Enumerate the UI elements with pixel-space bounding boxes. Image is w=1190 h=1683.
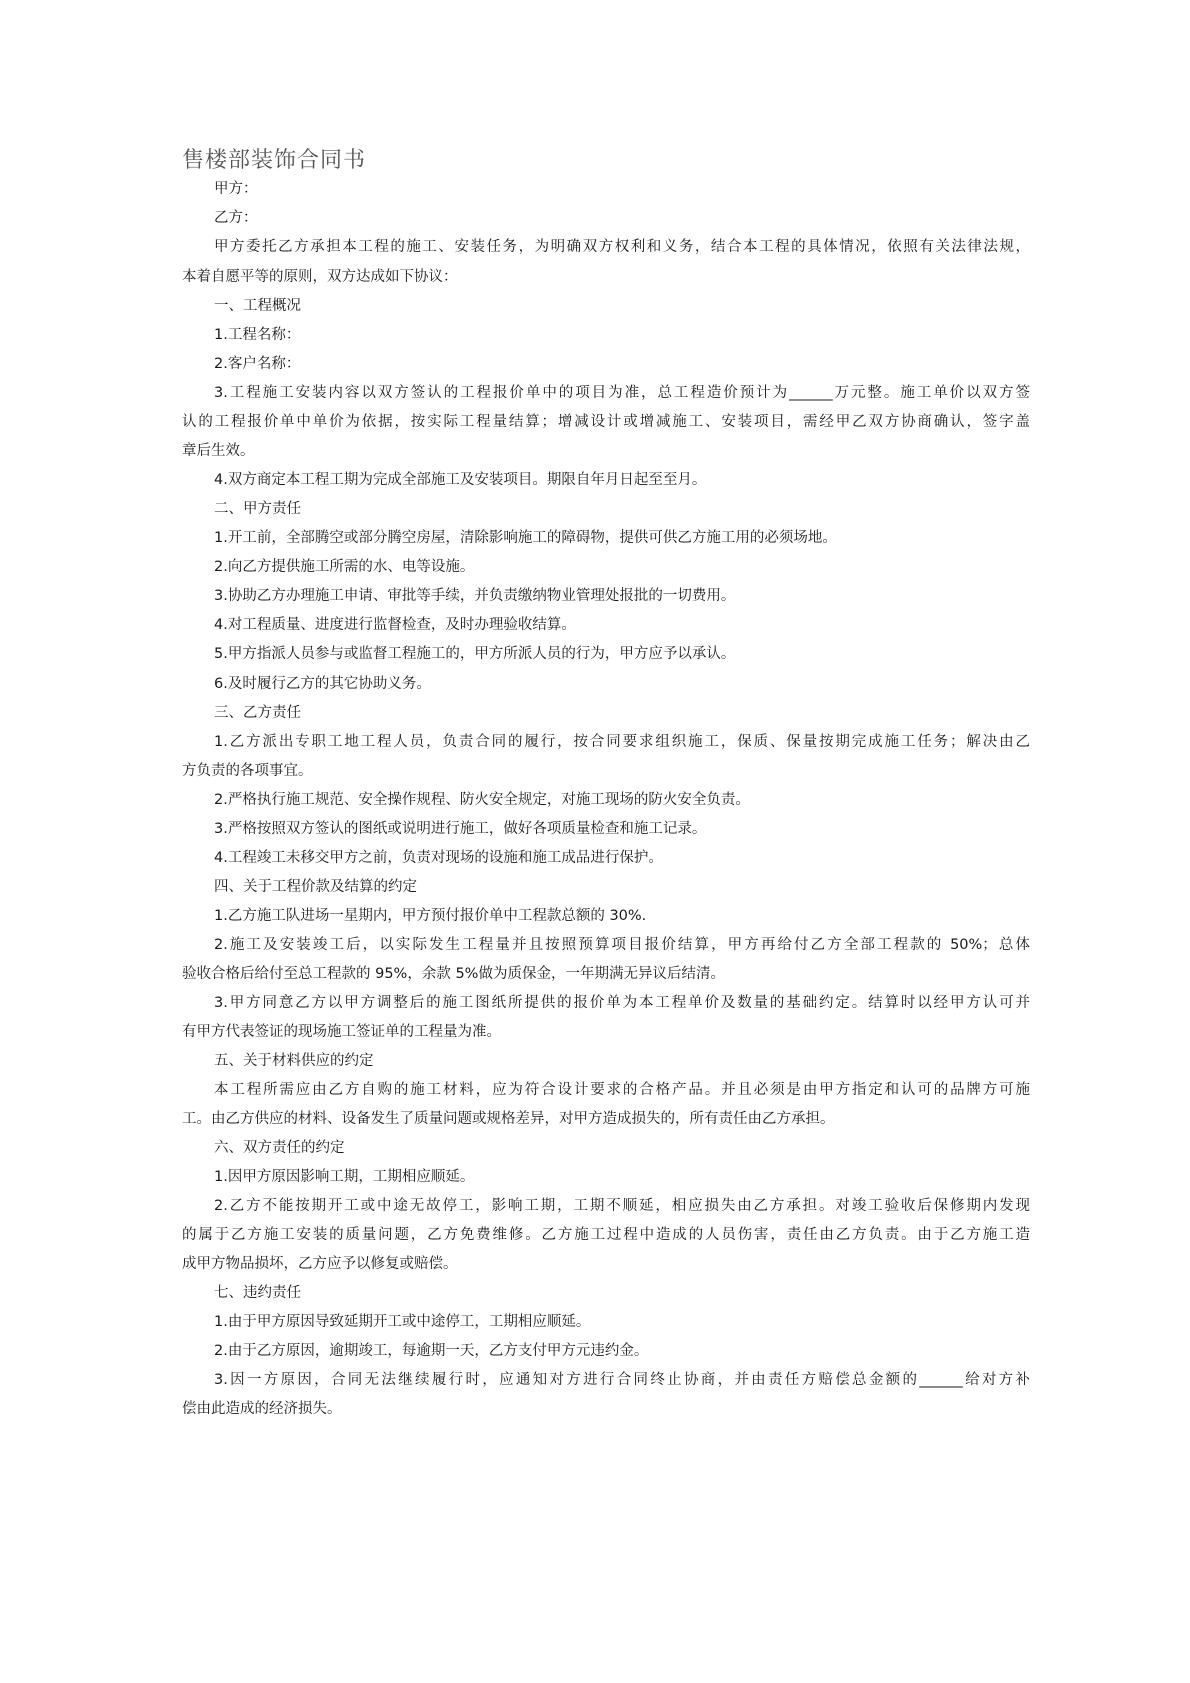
document-line: 七、违约责任 xyxy=(214,1285,301,1301)
document-line: 偿由此造成的经济损失。 xyxy=(182,1401,342,1417)
document-line: 3.甲方同意乙方以甲方调整后的施工图纸所提供的报价单为本工程单价及数量的基础约定。结算时以经甲方认可并 xyxy=(214,995,1030,1011)
document-line: 1.因甲方原因影响工期，工期相应顺延。 xyxy=(214,1169,475,1185)
document-line: 4.工程竣工未移交甲方之前，负责对现场的设施和施工成品进行保护。 xyxy=(214,850,663,866)
document-line: 甲方： xyxy=(214,181,258,197)
document-line: 工。由乙方供应的材料、设备发生了质量问题或规格差异，对甲方造成损失的，所有责任由乙方承担。 xyxy=(182,1111,835,1127)
document-line: 2.施工及安装竣工后，以实际发生工程量并且按照预算项目报价结算，甲方再给付乙方全部工程款的 50%；总体 xyxy=(214,937,1030,953)
document-line: 验收合格后给付至总工程款的 95%，余款 5%做为质保金，一年期满无异议后结清。 xyxy=(182,966,725,982)
document-line: 有甲方代表签证的现场施工签证单的工程量为准。 xyxy=(182,1024,501,1040)
document-line: 1.由于甲方原因导致延期开工或中途停工，工期相应顺延。 xyxy=(214,1314,591,1330)
document-line: 3.工程施工安装内容以双方签认的工程报价单中的项目为准，总工程造价预计为______万元整。施工单价以双方签 xyxy=(214,385,1030,401)
document-line: 认的工程报价单中单价为依据，按实际工程量结算；增减设计或增减施工、安装项目，需经甲乙双方协商确认，签字盖 xyxy=(182,414,1030,430)
document-line: 本工程所需应由乙方自购的施工材料，应为符合设计要求的合格产品。并且必须是由甲方指定和认可的品牌方可施 xyxy=(214,1082,1030,1098)
document-line: 2.客户名称： xyxy=(214,356,301,372)
document-line: 本着自愿平等的原则，双方达成如下协议： xyxy=(182,269,458,285)
document-line: 四、关于工程价款及结算的约定 xyxy=(214,879,417,895)
document-line: 二、甲方责任 xyxy=(214,501,301,517)
document-line: 4.双方商定本工程工期为完成全部施工及安装项目。期限自年月日起至至月。 xyxy=(214,472,707,488)
document-line: 3.严格按照双方签认的图纸或说明进行施工，做好各项质量检查和施工记录。 xyxy=(214,821,707,837)
document-line: 1.开工前，全部腾空或部分腾空房屋，清除影响施工的障碍物，提供可供乙方施工用的必须场地。 xyxy=(214,530,837,546)
document-line: 1.乙方派出专职工地工程人员，负责合同的履行，按合同要求组织施工，保质、保量按期完成施工任务；解决由乙 xyxy=(214,734,1030,750)
document-line: 1.乙方施工队进场一星期内，甲方预付报价单中工程款总额的 30%. xyxy=(214,908,647,924)
document-line: 五、关于材料供应的约定 xyxy=(214,1053,374,1069)
document-line: 三、乙方责任 xyxy=(214,705,301,721)
document-line: 1.工程名称： xyxy=(214,327,301,343)
document-line: 章后生效。 xyxy=(182,443,255,459)
document-line: 5.甲方指派人员参与或监督工程施工的，甲方所派人员的行为，甲方应予以承认。 xyxy=(214,646,736,662)
document-line: 3.协助乙方办理施工申请、审批等手续，并负责缴纳物业管理处报批的一切费用。 xyxy=(214,588,736,604)
document-line: 2.乙方不能按期开工或中途无故停工，影响工期，工期不顺延，相应损失由乙方承担。对竣工验收后保修期内发现 xyxy=(214,1198,1030,1214)
document-line: 的属于乙方施工安装的质量问题，乙方免费维修。乙方施工过程中造成的人员伤害，责任由乙方负责。由于乙方施工造 xyxy=(182,1227,1030,1243)
document-line: 成甲方物品损坏，乙方应予以修复或赔偿。 xyxy=(182,1256,458,1272)
document-line: 2.向乙方提供施工所需的水、电等设施。 xyxy=(214,559,475,575)
document-line: 4.对工程质量、进度进行监督检查，及时办理验收结算。 xyxy=(214,617,576,633)
document-line: 甲方委托乙方承担本工程的施工、安装任务，为明确双方权利和义务，结合本工程的具体情况，依照有关法律法规， xyxy=(214,239,1030,255)
document-line: 2.由于乙方原因，逾期竣工，每逾期一天，乙方支付甲方元违约金。 xyxy=(214,1343,649,1359)
document-title: 售楼部装饰合同书 xyxy=(182,148,367,173)
document-line: 3.因一方原因，合同无法继续履行时，应通知对方进行合同终止协商，并由责任方赔偿总金额的______给对方补 xyxy=(214,1372,1030,1388)
document-line: 6.及时履行乙方的其它协助义务。 xyxy=(214,676,431,692)
document-line: 一、工程概况 xyxy=(214,298,301,314)
document-line: 乙方： xyxy=(214,210,258,226)
document-line: 2.严格执行施工规范、安全操作规程、防火安全规定，对施工现场的防火安全负责。 xyxy=(214,792,750,808)
document-line: 六、双方责任的约定 xyxy=(214,1140,345,1156)
document-line: 方负责的各项事宜。 xyxy=(182,763,313,779)
